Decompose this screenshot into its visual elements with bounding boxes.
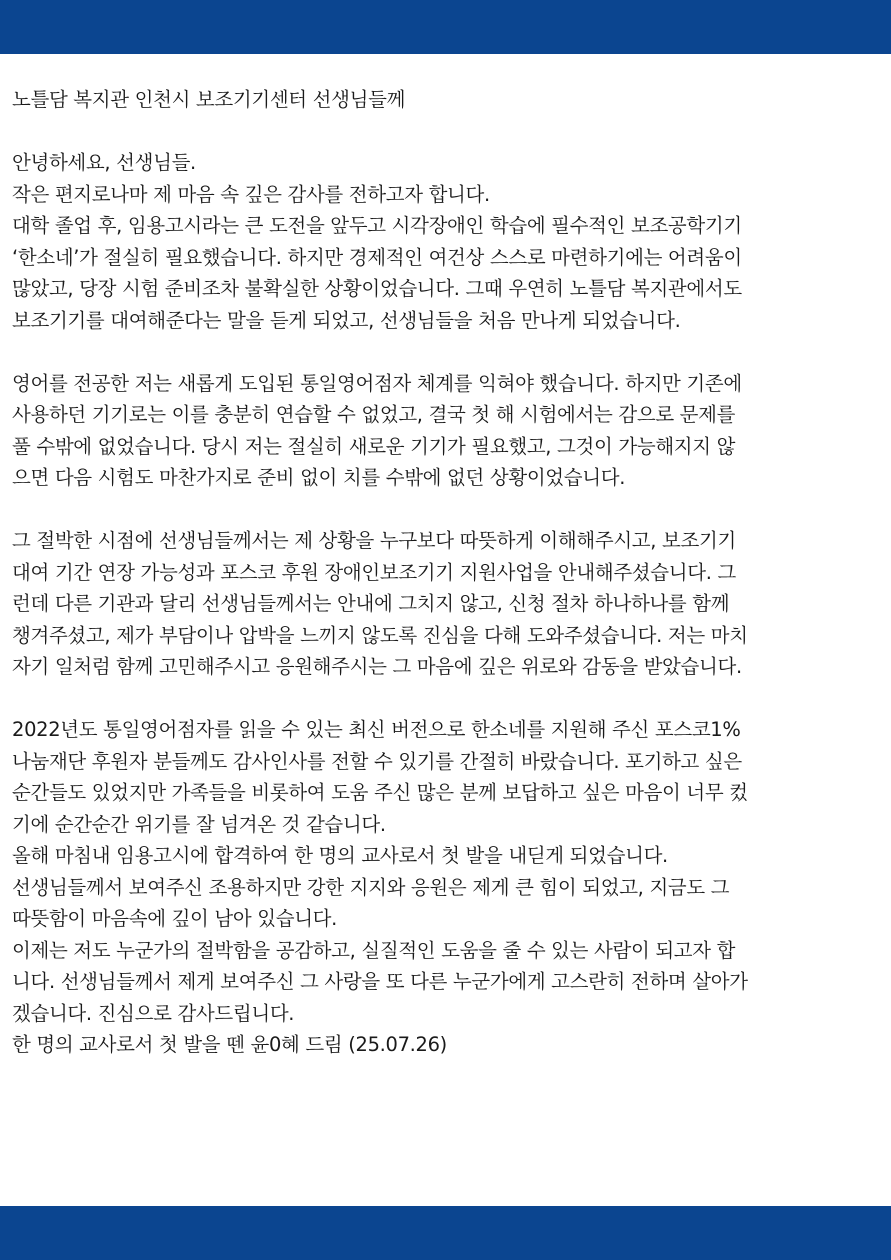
text-line: 이제는 저도 누군가의 절박함을 공감하고, 실질적인 도움을 줄 수 있는 사람이 되고자 합 <box>12 938 736 962</box>
text-line: 순간들도 있었지만 가족들을 비롯하여 도움 주신 많은 분께 보답하고 싶은 마음이 너무 컸 <box>12 781 748 804</box>
text-line: 안녕하세요, 선생님들. <box>12 151 196 174</box>
text-line: 올해 마침내 임용고시에 합격하여 한 명의 교사로서 첫 발을 내딛게 되었습니다. <box>12 844 668 867</box>
text-line: 작은 편지로나마 제 마음 속 깊은 감사를 전하고자 합니다. <box>12 182 490 206</box>
text-line: ‘한소네’가 절실히 필요했습니다. 하지만 경제적인 여건상 스스로 마련하기에는 어려움이 <box>12 245 742 269</box>
salutation: 노틀담 복지관 인천시 보조기기센터 선생님들께 <box>12 88 406 111</box>
paragraph-2 <box>12 368 880 494</box>
text-line: 보조기기를 대여해준다는 말을 듣게 되었고, 선생님들을 처음 만나게 되었습니다. <box>12 308 681 332</box>
paragraph-1 <box>12 147 880 336</box>
text-line: 선생님들께서 보여주신 조용하지만 강한 지지와 응원은 제게 큰 힘이 되었고, 지금도 그 <box>12 875 730 899</box>
text-line: 나눔재단 후원자 분들께도 감사인사를 전할 수 있기를 간절히 바랐습니다. 포기하고 싶은 <box>12 749 742 773</box>
letter-body <box>12 84 880 1061</box>
text-line: 영어를 전공한 저는 새롭게 도입된 통일영어점자 체계를 익혀야 했습니다. 하지만 기존에 <box>12 371 742 395</box>
paragraph-gap <box>12 116 880 148</box>
text-line: 런데 다른 기관과 달리 선생님들께서는 안내에 그치지 않고, 신청 절차 하나하나를 함께 <box>12 592 730 615</box>
paragraph-gap <box>12 683 880 715</box>
text-line: 2022년도 통일영어점자를 읽을 수 있는 최신 버전으로 한소네를 지원해 주신 포스코1% <box>12 718 741 741</box>
text-line: 자기 일처럼 함께 고민해주시고 응원해주시는 그 마음에 깊은 위로와 감동을 받았습니다. <box>12 655 742 678</box>
text-line: 그 절박한 시점에 선생님들께서는 제 상황을 누구보다 따뜻하게 이해해주시고, 보조기기 <box>12 529 736 552</box>
text-line: 대여 기간 연장 가능성과 포스코 후원 장애인보조기기 지원사업을 안내해주셨습니다. 그 <box>12 560 736 584</box>
bottom-banner <box>0 1206 891 1260</box>
text-line: 많았고, 당장 시험 준비조차 불확실한 상황이었습니다. 그때 우연히 노틀담 복지관에서도 <box>12 277 742 300</box>
paragraph-gap <box>12 336 880 368</box>
text-line: 니다. 선생님들께서 제게 보여주신 그 사랑을 또 다른 누군가에게 고스란히 전하며 살아가 <box>12 970 748 993</box>
text-line: 풀 수밖에 없었습니다. 당시 저는 절실히 새로운 기기가 필요했고, 그것이 가능해지지 않 <box>12 434 736 458</box>
text-line: 겠습니다. 진심으로 감사드립니다. <box>12 1001 295 1025</box>
text-line: 따뜻함이 마음속에 깊이 남아 있습니다. <box>12 907 338 930</box>
text-line: 대학 졸업 후, 임용고시라는 큰 도전을 앞두고 시각장애인 학습에 필수적인 보조공학기기 <box>12 214 742 237</box>
text-line: 챙겨주셨고, 제가 부담이나 압박을 느끼지 않도록 진심을 다해 도와주셨습니다. 저는 마치 <box>12 623 748 647</box>
top-banner <box>0 0 891 54</box>
signature-line: 한 명의 교사로서 첫 발을 뗀 윤0혜 드림 (25.07.26) <box>12 1033 447 1056</box>
paragraph-4 <box>12 714 880 1061</box>
paragraph-3 <box>12 525 880 683</box>
paragraph-gap <box>12 494 880 526</box>
text-line: 사용하던 기기로는 이를 충분히 연습할 수 없었고, 결국 첫 해 시험에서는 감으로 문제를 <box>12 403 736 426</box>
text-line: 으면 다음 시험도 마찬가지로 준비 없이 치를 수밖에 없던 상황이었습니다. <box>12 466 626 489</box>
text-line: 기에 순간순간 위기를 잘 넘겨온 것 같습니다. <box>12 812 386 836</box>
